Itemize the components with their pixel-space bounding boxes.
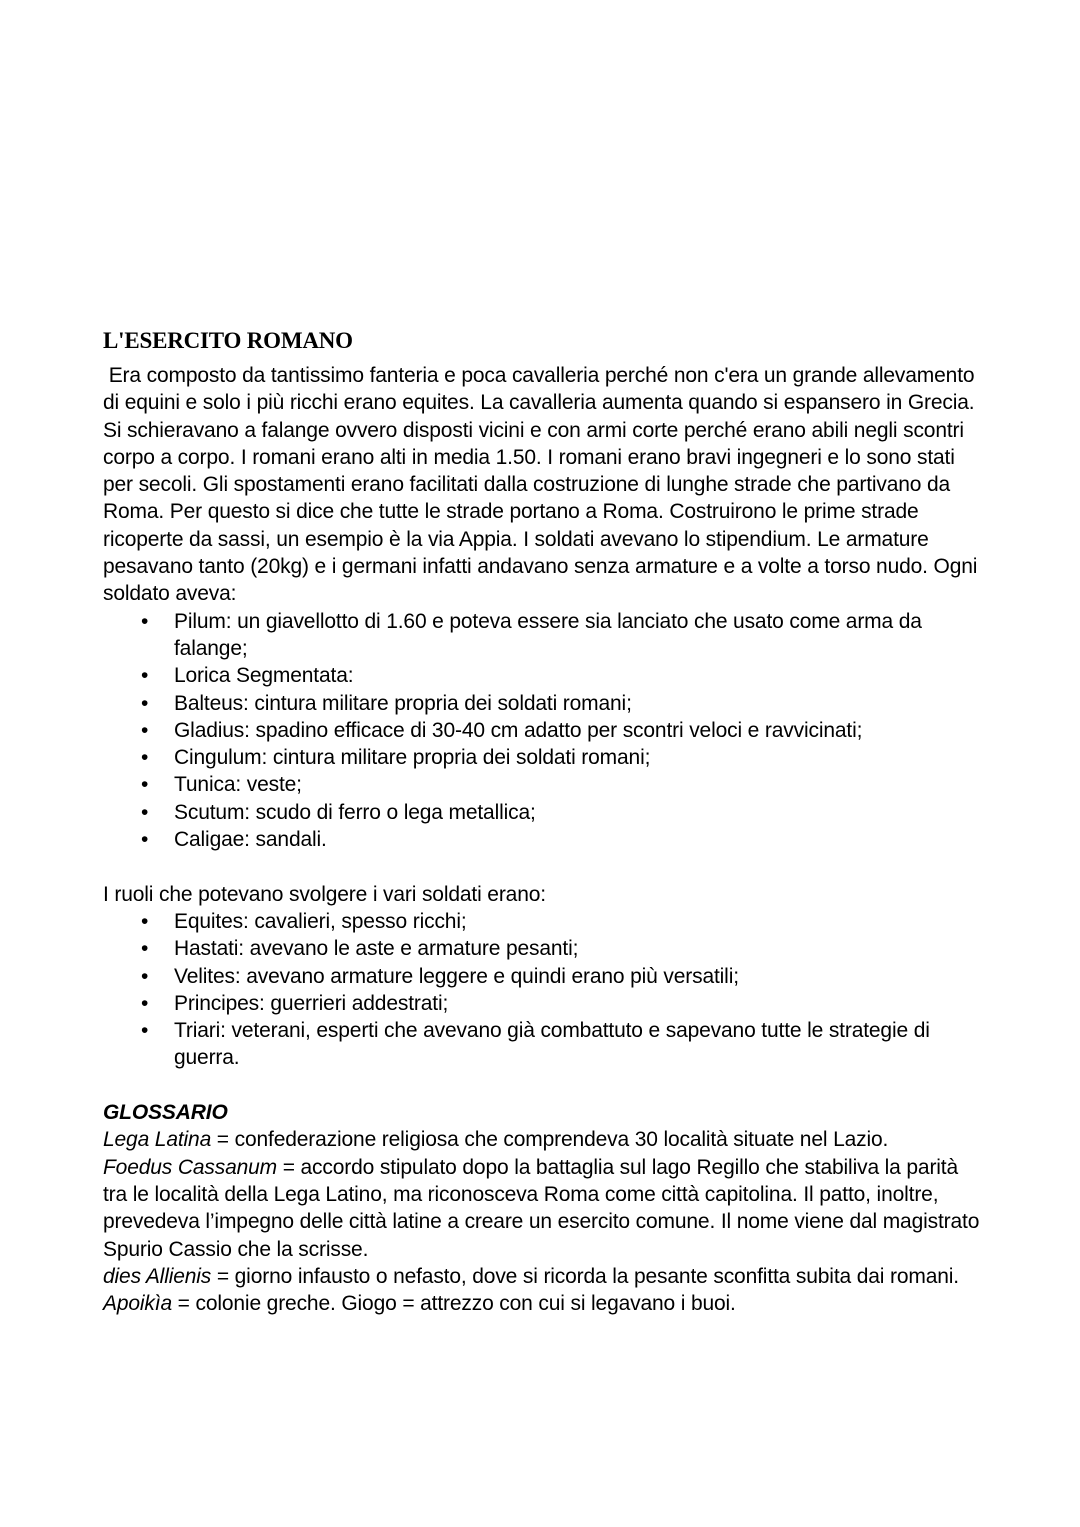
- list-item: [103, 963, 983, 990]
- bullet-icon: •: [141, 691, 149, 715]
- list-item-text: Tunica: veste;: [174, 773, 302, 797]
- list-item-text: Principes: guerrieri addestrati;: [174, 991, 449, 1015]
- intro-paragraph: Era composto da tantissimo fanteria e poca cavalleria perché non c'era un grande allevamento di equini e solo i più ricchi erano equites. La cavalleria aumenta quando si espansero in Grecia. Si schieravano a falange ovvero disposti vicini e con armi corte perché erano abili negli scontri corpo a corpo. I romani erano alti in media 1.50. I romani erano bravi ingegneri e lo sono stati per secoli. Gli spostamenti erano facilitati dalla costruzione di lunghe strade che partivano da Roma. Per questo si dice che tutte le strade portano a Roma. Costruirono le prime strade ricoperte da sassi, un esempio è la via Appia. I soldati avevano lo stipendium. Le armature pesavano tanto (20kg) e i germani infatti andavano senza armature e a volte a torso nudo. Ogni soldato aveva:: [103, 364, 983, 606]
- blank-line: [103, 1072, 983, 1099]
- list-item-text: Caligae: sandali.: [174, 828, 327, 852]
- list-item-text: Equites: cavalieri, spesso ricchi;: [174, 909, 467, 933]
- bullet-icon: •: [141, 773, 149, 797]
- list-item: [103, 771, 983, 798]
- bullet-icon: •: [141, 1019, 149, 1043]
- list-item: [103, 826, 983, 853]
- glossary-definition: = colonie greche. Giogo = attrezzo con cui si legavano i buoi.: [172, 1292, 736, 1316]
- roles-list: [103, 908, 983, 1072]
- glossary-entry: [103, 1263, 983, 1290]
- list-item: [103, 662, 983, 689]
- list-item: [103, 1017, 983, 1072]
- glossary-entry: [103, 1126, 983, 1153]
- list-item: [103, 717, 983, 744]
- list-item: [103, 608, 983, 663]
- list-item-text: Balteus: cintura militare propria dei soldati romani;: [174, 691, 632, 715]
- document-title: L'ESERCITO ROMANO: [103, 328, 353, 353]
- bullet-icon: •: [141, 800, 149, 824]
- list-item: [103, 690, 983, 717]
- list-item-text: Pilum: un giavellotto di 1.60 e poteva essere sia lanciato che usato come arma da falange;: [174, 609, 922, 660]
- list-item-text: Velites: avevano armature leggere e quindi erano più versatili;: [174, 964, 739, 988]
- glossary-term: dies Allienis: [103, 1264, 212, 1288]
- list-item-text: Lorica Segmentata:: [174, 664, 354, 688]
- list-item: [103, 935, 983, 962]
- bullet-icon: •: [141, 746, 149, 770]
- glossary-heading: GLOSSARIO: [103, 1101, 228, 1125]
- glossary-definition: = giorno infausto o nefasto, dove si ricorda la pesante sconfitta subita dai romani.: [211, 1264, 959, 1288]
- list-item-text: Triari: veterani, esperti che avevano già combattuto e sapevano tutte le strategie di guerra.: [174, 1019, 930, 1070]
- bullet-icon: •: [141, 909, 149, 933]
- glossary-term: Foedus Cassanum: [103, 1155, 278, 1179]
- blank-line: [103, 853, 983, 880]
- bullet-icon: •: [141, 991, 149, 1015]
- list-item-text: Scutum: scudo di ferro o lega metallica;: [174, 800, 536, 824]
- bullet-icon: •: [141, 828, 149, 852]
- roles-intro: I ruoli che potevano svolgere i vari soldati erano:: [103, 882, 546, 906]
- bullet-icon: •: [141, 718, 149, 742]
- list-item-text: Hastati: avevano le aste e armature pesanti;: [174, 937, 579, 961]
- bullet-icon: •: [141, 937, 149, 961]
- list-item-text: Cingulum: cintura militare propria dei soldati romani;: [174, 746, 651, 770]
- list-item: [103, 908, 983, 935]
- glossary-term: Lega Latina: [103, 1128, 212, 1152]
- list-item: [103, 990, 983, 1017]
- glossary-definition: = accordo stipulato dopo la battaglia sul lago Regillo che stabiliva la parità tra le località della Lega Latino, ma riconosceva Roma come città capitolina. Il patto, inoltre, prevedeva l’impegno delle città latine a creare un esercito comune. Il nome viene dal magistrato Spurio Cassio che la scrisse.: [103, 1155, 980, 1261]
- document-page: [103, 326, 983, 1317]
- equipment-list: [103, 608, 983, 854]
- bullet-icon: •: [141, 609, 149, 633]
- bullet-icon: •: [141, 664, 149, 688]
- bullet-icon: •: [141, 964, 149, 988]
- list-item-text: Gladius: spadino efficace di 30-40 cm adatto per scontri veloci e ravvicinati;: [174, 718, 863, 742]
- list-item: [103, 799, 983, 826]
- glossary-term: Apoikìa: [103, 1292, 172, 1316]
- glossary-entry: [103, 1290, 983, 1317]
- glossary-entry: [103, 1154, 983, 1263]
- glossary-definition: = confederazione religiosa che comprendeva 30 località situate nel Lazio.: [211, 1128, 889, 1152]
- list-item: [103, 744, 983, 771]
